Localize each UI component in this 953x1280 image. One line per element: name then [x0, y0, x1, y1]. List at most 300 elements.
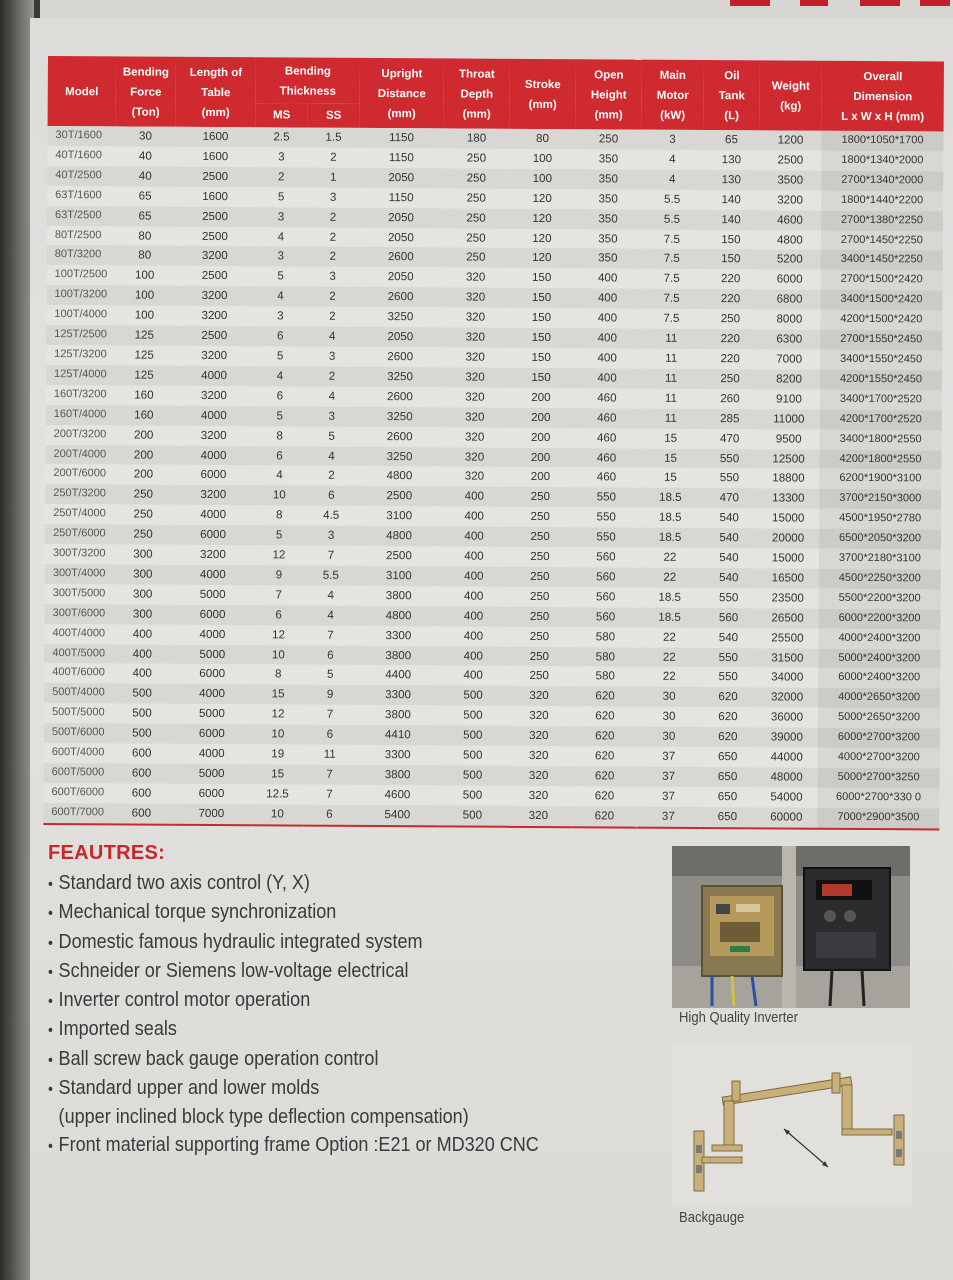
table-cell: 15	[271, 687, 285, 701]
table-cell: 250	[530, 530, 550, 544]
table-cell: 250	[529, 589, 550, 603]
table-cell: 300	[133, 587, 153, 601]
model-cell: 400T/4000	[52, 626, 106, 640]
table-cell: 500	[463, 708, 483, 722]
table-cell: 18.5	[658, 530, 682, 545]
table-cell: 600	[111, 803, 171, 824]
table-cell: 3250	[387, 310, 414, 324]
table-cell: 6	[275, 608, 282, 622]
table-cell: 3500	[777, 173, 804, 187]
table-cell: 2600	[387, 250, 414, 264]
inverter-photo	[672, 846, 910, 1008]
table-cell: 4	[277, 289, 284, 303]
table-cell: 6000*2200*3200	[819, 608, 941, 629]
table-cell: 550	[718, 670, 738, 684]
table-row	[43, 803, 939, 829]
table-cell: 620	[718, 730, 738, 744]
table-cell: 3	[329, 270, 336, 284]
table-cell: 500	[132, 706, 152, 720]
table-cell: 4	[328, 389, 336, 403]
model-cell: 160T/3200	[53, 387, 107, 401]
feature-item: • Front material supporting frame Option :E21 or MD320 CNC	[48, 1131, 576, 1160]
table-cell: 3200	[201, 348, 228, 363]
model-cell: 200T/3200	[53, 427, 107, 440]
table-cell: 560	[596, 550, 616, 564]
table-cell: 19	[271, 747, 285, 761]
table-cell: 2700*1450*2250	[821, 230, 943, 251]
table-cell: 5000	[198, 766, 225, 781]
table-cell: 11	[664, 371, 678, 385]
table-cell: 2700*1550*2450	[820, 330, 942, 351]
model-cell: 600T/6000	[51, 785, 105, 799]
model-cell: 600T/7000	[43, 803, 111, 824]
table-cell: 2500	[777, 153, 804, 167]
table-cell: 30	[662, 690, 676, 704]
table-cell: 1	[329, 170, 337, 184]
table-cell: 320	[529, 709, 549, 723]
table-cell: 3200	[777, 193, 804, 207]
table-cell: 2500	[386, 549, 412, 563]
table-cell: 560	[718, 610, 739, 624]
table-cell: 620	[594, 769, 615, 783]
table-cell: 40	[138, 149, 152, 163]
table-cell: 5000*2400*3200	[818, 648, 940, 669]
table-cell: 650	[717, 770, 738, 784]
bullet-icon: •	[48, 876, 53, 893]
table-cell: 5.5	[664, 192, 681, 206]
inverter-caption: High Quality Inverter	[679, 1010, 798, 1026]
model-cell: 125T/2500	[54, 328, 107, 341]
table-cell: 4000	[199, 687, 226, 701]
table-cell: 400	[132, 647, 153, 661]
table-cell: 7.5	[663, 292, 680, 306]
table-cell: 400	[464, 489, 485, 503]
table-cell: 500	[132, 686, 152, 701]
feature-item: • Standard upper and lower molds	[48, 1074, 576, 1103]
bullet-icon: •	[48, 993, 53, 1011]
table-cell: 37	[661, 789, 675, 803]
table-cell: 540	[719, 531, 739, 545]
table-cell: 4	[668, 172, 676, 186]
table-cell: 600	[131, 786, 152, 800]
table-cell: 250	[133, 507, 153, 521]
table-cell: 4000*2650*3200	[818, 688, 940, 709]
bullet-icon: •	[48, 963, 53, 981]
table-cell: 250	[529, 609, 550, 623]
specification-table	[43, 56, 944, 830]
table-cell: 3200	[201, 309, 228, 323]
table-cell: 320	[465, 310, 486, 324]
table-cell: 6	[303, 804, 355, 825]
table-cell: 3200	[200, 428, 227, 442]
table-cell: 10	[272, 488, 286, 502]
table-cell: 16500	[771, 571, 804, 585]
table-cell: 2050	[388, 210, 414, 224]
table-cell: 2.5	[273, 130, 290, 144]
table-cell: 120	[532, 211, 552, 225]
table-cell: 500	[463, 688, 483, 703]
table-cell: 2	[328, 469, 335, 483]
table-cell: 30	[662, 710, 676, 724]
table-cell: 65	[138, 209, 152, 223]
table-cell: 7.5	[663, 252, 680, 266]
table-cell: 2500	[386, 489, 413, 503]
table-cell: 4410	[384, 728, 411, 742]
table-cell: 2050	[387, 230, 414, 244]
table-cell: 2700*1340*2000	[821, 171, 943, 192]
header-bending-thickness: Bending Thickness	[256, 57, 360, 104]
table-cell: 500	[463, 728, 483, 742]
table-cell: 320	[465, 390, 485, 404]
table-cell: 580	[595, 669, 615, 683]
table-cell: 460	[596, 430, 617, 445]
table-cell: 120	[532, 231, 552, 245]
table-cell: 200	[531, 410, 551, 424]
table-cell: 15	[271, 767, 285, 781]
table-cell: 250	[133, 487, 154, 501]
table-cell: 320	[529, 749, 549, 763]
table-cell: 2050	[387, 330, 414, 344]
table-cell: 8	[276, 428, 283, 443]
table-cell: 4200*1700*2520	[820, 409, 942, 430]
table-cell: 7	[327, 628, 334, 642]
table-cell: 15000	[771, 551, 805, 565]
header-ss: SS	[308, 104, 360, 128]
table-cell: 560	[596, 570, 616, 584]
table-cell: 11	[665, 351, 678, 365]
table-cell: 350	[598, 172, 618, 186]
table-cell: 8	[274, 667, 282, 681]
table-cell: 3400*1700*2520	[820, 390, 942, 411]
table-cell: 620	[718, 710, 738, 724]
table-cell: 3300	[385, 628, 412, 642]
table-cell: 3400*1450*2250	[821, 250, 943, 271]
table-cell: 4400	[385, 668, 412, 682]
table-cell: 250	[530, 549, 550, 564]
table-cell: 400	[464, 529, 484, 543]
table-cell: 580	[595, 649, 616, 664]
table-cell: 320	[464, 450, 485, 464]
table-cell: 2500	[201, 229, 228, 243]
table-cell: 3200	[201, 289, 228, 303]
table-cell: 150	[721, 252, 741, 266]
model-cell: 500T/6000	[51, 726, 105, 739]
table-cell: 550	[718, 650, 739, 664]
table-cell: 6	[326, 727, 334, 741]
table-cell: 4	[276, 369, 284, 383]
table-cell: 5000	[199, 707, 225, 721]
table-cell: 250	[466, 151, 487, 165]
table-cell: 320	[465, 270, 486, 285]
table-cell: 5	[328, 429, 335, 443]
table-cell: 460	[597, 411, 617, 425]
table-cell: 1600	[202, 129, 229, 144]
table-cell: 350	[598, 231, 618, 246]
features-list	[48, 869, 648, 1160]
table-cell: 4200*1500*2420	[820, 310, 942, 331]
table-cell: 4600	[384, 787, 411, 802]
table-cell: 18.5	[658, 510, 682, 525]
table-cell: 285	[720, 411, 740, 425]
table-cell: 3400*1500*2420	[820, 290, 942, 311]
table-cell: 15	[664, 451, 678, 465]
table-cell: 3	[277, 210, 285, 224]
table-cell: 9100	[775, 392, 802, 406]
table-cell: 34000	[771, 670, 804, 685]
table-cell: 15	[664, 431, 678, 445]
table-cell: 4800	[385, 608, 412, 622]
table-cell: 23500	[771, 591, 804, 605]
model-cell: 80T/3200	[54, 248, 102, 261]
table-cell: 120	[532, 191, 552, 205]
table-cell: 500	[462, 768, 483, 782]
table-cell: 2	[329, 289, 336, 304]
table-cell: 10	[251, 804, 303, 825]
table-cell: 2	[328, 369, 336, 383]
table-cell: 320	[505, 806, 571, 827]
table-cell: 31500	[771, 650, 804, 665]
table-cell: 1150	[388, 150, 414, 165]
table-cell: 150	[531, 331, 552, 345]
table-cell: 3300	[384, 748, 411, 762]
model-cell: 40T/2500	[55, 168, 102, 182]
table-cell: 400	[597, 291, 618, 305]
table-cell: 9500	[775, 432, 802, 446]
table-cell: 130	[721, 153, 742, 167]
table-cell: 650	[699, 807, 755, 828]
model-cell: 200T/4000	[53, 447, 107, 460]
table-cell: 3400*1800*2550	[820, 429, 942, 450]
table-cell: 6500*2050*3200	[819, 529, 941, 550]
table-cell: 250	[530, 569, 550, 584]
table-cell: 25500	[771, 631, 804, 645]
table-cell: 6000*2700*330 0	[817, 788, 939, 809]
table-cell: 11	[664, 411, 677, 425]
table-cell: 2	[329, 230, 337, 244]
table-cell: 500	[462, 788, 483, 802]
table-cell: 3	[329, 190, 337, 204]
table-cell: 65	[138, 189, 152, 203]
table-cell: 5	[275, 528, 283, 542]
table-cell: 3250	[387, 369, 413, 384]
table-cell: 15000	[772, 511, 805, 525]
table-cell: 620	[718, 690, 738, 704]
table-cell: 250	[529, 629, 550, 643]
table-cell: 6800	[776, 292, 803, 306]
table-cell: 7.5	[663, 232, 680, 246]
table-cell: 80	[138, 248, 152, 263]
table-cell: 9	[326, 688, 334, 702]
model-cell: 100T/4000	[54, 308, 108, 321]
table-cell: 350	[598, 152, 619, 166]
table-cell: 1.5	[325, 130, 342, 144]
table-cell: 2050	[388, 170, 415, 185]
table-cell: 150	[531, 311, 552, 325]
table-cell: 4800	[386, 469, 413, 483]
table-cell: 3	[278, 150, 285, 164]
book-binding	[0, 0, 34, 1280]
table-cell: 3200	[200, 547, 226, 562]
header-stroke: Stroke (mm)	[510, 59, 576, 129]
table-cell: 400	[132, 627, 153, 641]
table-cell: 7	[326, 767, 333, 781]
table-cell: 140	[721, 192, 741, 206]
table-cell: 320	[465, 350, 485, 364]
table-cell: 550	[596, 490, 617, 504]
table-cell: 3	[277, 249, 285, 263]
table-cell: 36000	[770, 710, 804, 724]
table-cell: 5000	[199, 587, 226, 601]
table-cell: 250	[466, 250, 486, 265]
table-cell: 400	[597, 271, 618, 285]
table-cell: 540	[718, 630, 739, 644]
table-cell: 400	[463, 649, 484, 663]
table-cell: 7000	[776, 352, 803, 366]
table-cell: 48000	[770, 770, 803, 784]
table-cell: 200	[133, 448, 154, 462]
table-cell: 2	[329, 309, 336, 323]
model-cell: 400T/5000	[52, 646, 106, 659]
table-cell: 22	[662, 670, 676, 684]
table-cell: 2500	[201, 269, 228, 283]
table-cell: 4000*2700*3200	[818, 748, 940, 769]
table-cell: 250	[530, 510, 550, 524]
table-cell: 80	[138, 229, 152, 243]
table-cell: 200	[133, 467, 154, 482]
table-cell: 4	[329, 329, 336, 343]
header-main-motor: Main Motor (kW)	[642, 60, 704, 130]
feature-item: • Imported seals	[48, 1015, 576, 1044]
table-cell: 160	[134, 388, 154, 402]
table-cell: 150	[531, 291, 552, 305]
table-cell: 6200*1900*3100	[819, 469, 941, 490]
table-cell: 220	[720, 292, 741, 306]
model-cell: 300T/3200	[52, 547, 106, 560]
table-cell: 6000	[776, 272, 803, 286]
table-cell: 460	[597, 391, 617, 405]
table-cell: 6	[277, 329, 284, 343]
table-cell: 3	[327, 528, 335, 542]
table-cell: 400	[132, 666, 152, 681]
table-cell: 500	[132, 726, 152, 740]
table-cell: 620	[595, 689, 615, 703]
table-cell: 250	[720, 312, 741, 326]
table-cell: 5200	[776, 252, 803, 267]
feature-item: • Ball screw back gauge operation control	[48, 1045, 576, 1074]
table-cell: 550	[719, 451, 740, 465]
table-cell: 220	[720, 272, 741, 286]
table-cell: 7.5	[663, 311, 680, 326]
table-cell: 300	[133, 547, 153, 561]
bullet-icon: •	[48, 1081, 53, 1099]
table-cell: 125	[134, 328, 155, 342]
table-cell: 2700*1380*2250	[821, 210, 943, 231]
model-cell: 400T/6000	[52, 666, 105, 679]
table-cell: 460	[596, 450, 617, 464]
table-cell: 4	[669, 152, 676, 166]
table-cell: 250	[598, 132, 619, 146]
table-cell: 300	[133, 567, 153, 581]
table-cell: 3	[328, 409, 336, 423]
table-cell: 3100	[385, 569, 412, 583]
table-cell: 400	[464, 549, 484, 563]
table-cell: 180	[466, 131, 487, 145]
table-cell: 18.5	[658, 610, 681, 624]
model-cell: 250T/3200	[53, 487, 106, 500]
table-cell: 3400*1550*2450	[820, 350, 942, 371]
table-cell: 2050	[387, 270, 414, 284]
table-cell: 3800	[385, 588, 412, 603]
table-cell: 620	[595, 709, 615, 723]
table-cell: 6000	[198, 786, 225, 800]
table-cell: 250	[466, 211, 486, 225]
table-cell: 10	[271, 727, 285, 741]
table-header	[48, 56, 944, 131]
table-cell: 3700*2180*3100	[819, 549, 941, 570]
table-cell: 250	[720, 371, 740, 386]
header-throat-depth: Throat Depth (mm)	[444, 58, 510, 128]
table-cell: 6000	[199, 667, 226, 681]
table-cell: 400	[464, 569, 484, 583]
table-cell: 250	[466, 191, 486, 205]
table-cell: 7	[327, 548, 335, 562]
table-cell: 2700*1500*2420	[821, 270, 943, 291]
bullet-icon: •	[48, 934, 53, 952]
table-cell: 4200*1550*2450	[820, 370, 942, 391]
table-cell: 6000	[199, 607, 226, 621]
table-cell: 220	[720, 352, 740, 366]
table-cell: 22	[663, 550, 677, 564]
table-cell: 150	[531, 350, 551, 365]
table-cell: 7000	[171, 804, 251, 825]
table-cell: 3800	[385, 648, 412, 662]
header-table-length: Length of Table (mm)	[176, 57, 256, 127]
table-cell: 3800	[385, 708, 411, 722]
table-cell: 4000	[199, 567, 226, 582]
table-cell: 400	[463, 669, 483, 683]
bullet-icon: •	[48, 1051, 53, 1069]
table-cell: 460	[596, 470, 617, 484]
table-cell: 12	[271, 707, 285, 721]
table-cell: 650	[718, 750, 738, 764]
table-cell: 5400	[355, 805, 439, 826]
table-cell: 10	[271, 647, 285, 662]
table-cell: 400	[463, 609, 484, 623]
table-cell: 560	[595, 590, 616, 604]
table-cell: 140	[721, 212, 741, 226]
table-body	[43, 126, 943, 829]
table-cell: 650	[717, 790, 738, 804]
table-cell: 5	[326, 668, 334, 682]
table-cell: 130	[721, 172, 741, 187]
table-cell: 1150	[388, 131, 415, 145]
table-cell: 540	[719, 511, 739, 525]
table-cell: 7.5	[663, 272, 680, 286]
table-cell: 2500	[201, 329, 228, 343]
table-cell: 620	[571, 806, 637, 827]
table-cell: 4500*2250*3200	[819, 569, 941, 590]
table-cell: 4	[276, 468, 283, 482]
table-cell: 3100	[386, 509, 413, 523]
header-upright-distance: Upright Distance (mm)	[360, 58, 444, 129]
model-cell: 63T/2500	[54, 208, 102, 221]
table-cell: 60000	[755, 807, 817, 828]
table-cell: 6	[328, 489, 335, 503]
table-cell: 125	[134, 348, 154, 362]
table-cell: 550	[719, 471, 740, 485]
features-title: FEAUTRES:	[48, 842, 166, 864]
table-cell: 620	[595, 749, 615, 763]
